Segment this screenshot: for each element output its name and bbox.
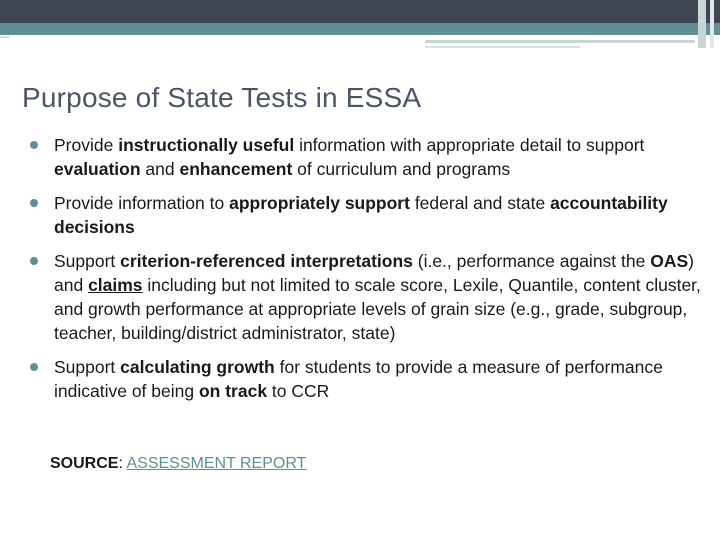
source-separator: :: [118, 455, 127, 472]
bullet-text: Support: [54, 357, 121, 377]
bullet-emphasis: OAS: [650, 251, 689, 271]
header-bar: [0, 0, 720, 23]
bullet-text: including but not limited to scale score, Lexile, Quantile, content cluster, and growth performance at appropriate levels of grain size (e.g., grade, subgroup, teacher, building/district administrator, state): [54, 275, 701, 343]
bullet-text: Provide information to: [54, 193, 230, 213]
bullet-item: [30, 133, 710, 181]
bullet-text: and: [140, 159, 180, 179]
bullet-dot-icon: [30, 199, 38, 207]
source-line: [50, 455, 306, 473]
assessment-report-link[interactable]: ASSESSMENT REPORT: [126, 455, 307, 472]
bullet-emphasis: calculating growth: [120, 357, 275, 377]
source-label: SOURCE: [50, 455, 119, 472]
bullet-text: to CCR: [267, 381, 330, 401]
header-accent-bar: [0, 23, 720, 35]
bullet-list: [30, 133, 710, 403]
bullet-text: federal and state: [409, 193, 551, 213]
bullet-dot-icon: [30, 141, 38, 149]
bullet-item: [30, 355, 710, 403]
decorative-stripe: [710, 0, 714, 48]
bullet-text: Provide: [54, 135, 119, 155]
bullet-text: Support: [54, 251, 121, 271]
bullet-text: of curriculum and programs: [292, 159, 511, 179]
bullet-dot-icon: [30, 363, 38, 371]
bullet-emphasis: accountability decisions: [54, 193, 668, 237]
bullet-item: [30, 191, 710, 239]
bullet-emphasis: criterion-referenced interpretations: [120, 251, 413, 271]
bullet-dot-icon: [30, 257, 38, 265]
bullet-emphasis: evaluation: [54, 159, 141, 179]
bullet-text: for students to provide a measure of performance indicative of being: [54, 357, 663, 401]
bullet-emphasis: claims: [88, 275, 143, 295]
slide-title: Purpose of State Tests in ESSA: [22, 82, 422, 113]
bullet-text: (i.e., performance against the: [412, 251, 651, 271]
bullet-emphasis: on track: [198, 381, 268, 401]
bullet-item: [30, 249, 710, 345]
bullet-text: information with appropriate detail to support: [294, 135, 645, 155]
decorative-line: [425, 46, 580, 48]
decorative-stripe: [698, 0, 706, 48]
decorative-line: [0, 36, 10, 38]
bullet-emphasis: enhancement: [179, 159, 293, 179]
decorative-line: [425, 40, 695, 43]
bullet-emphasis: appropriately support: [229, 193, 410, 213]
bullet-emphasis: instructionally useful: [118, 135, 295, 155]
bullet-text: ) and: [54, 251, 694, 295]
